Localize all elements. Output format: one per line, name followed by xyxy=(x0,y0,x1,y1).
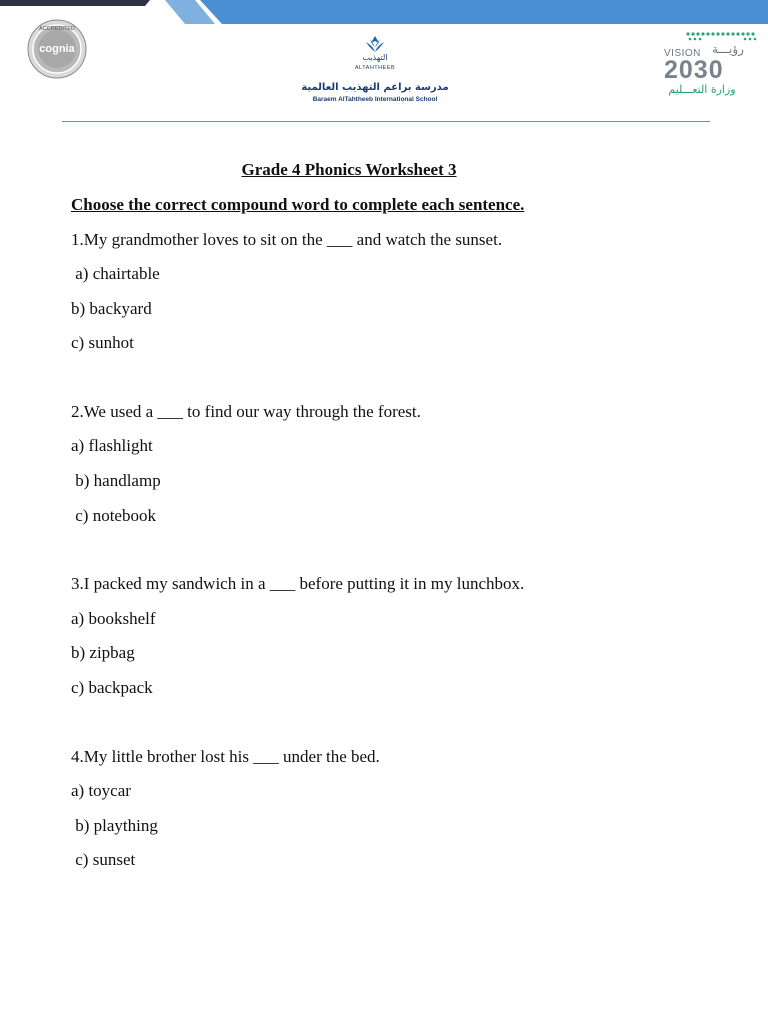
answer-option: b) plaything xyxy=(71,816,158,835)
worksheet-instruction: Choose the correct compound word to complete each sentence. xyxy=(71,195,525,214)
school-name-english: Baraem AlTahtheeb International School xyxy=(312,96,438,103)
top-decorative-bar xyxy=(0,0,768,26)
answer-option: b) zipbag xyxy=(71,643,135,662)
school-brand-arabic: التهذيب xyxy=(362,53,388,62)
dotted-pattern-icon xyxy=(660,30,760,44)
school-emblem-icon xyxy=(300,34,450,54)
question-prompt: 1.My grandmother loves to sit on the ___ and watch the sunset. xyxy=(71,230,503,249)
school-name-arabic: مدرسة براعم التهذيب العالمية xyxy=(301,82,449,93)
answer-option: a) flashlight xyxy=(71,436,153,455)
answer-option: a) chairtable xyxy=(71,264,160,283)
answer-option: c) sunset xyxy=(71,850,136,869)
ministry-of-education-arabic: وزارة التعـــليم xyxy=(668,83,736,96)
cognia-wordmark: cognia xyxy=(39,43,75,55)
cognia-logo xyxy=(27,19,87,79)
answer-option: b) handlamp xyxy=(71,471,161,490)
cognia-accredited-text: ACCREDITED xyxy=(39,26,75,32)
answer-option: c) notebook xyxy=(71,506,156,525)
vision-2030-logo xyxy=(660,30,760,100)
answer-option: b) backyard xyxy=(71,299,152,318)
answer-option: c) sunhot xyxy=(71,333,134,352)
vision-english: VISION xyxy=(664,48,701,59)
answer-option: c) backpack xyxy=(71,678,153,697)
answer-option: a) toycar xyxy=(71,781,131,800)
worksheet-title: Grade 4 Phonics Worksheet 3 xyxy=(241,160,457,179)
vision-year: 2030 xyxy=(664,56,724,84)
question-prompt: 4.My little brother lost his ___ under the bed. xyxy=(71,747,380,766)
school-brand-english: ALTAHTHEEB xyxy=(354,65,396,71)
answer-option: a) bookshelf xyxy=(71,609,156,628)
question-prompt: 3.I packed my sandwich in a ___ before putting it in my lunchbox. xyxy=(71,574,525,593)
vision-arabic: رؤيـــة xyxy=(712,42,744,56)
question-prompt: 2.We used a ___ to find our way through the forest. xyxy=(71,402,421,421)
school-logo xyxy=(300,34,450,108)
header-divider xyxy=(62,121,710,122)
